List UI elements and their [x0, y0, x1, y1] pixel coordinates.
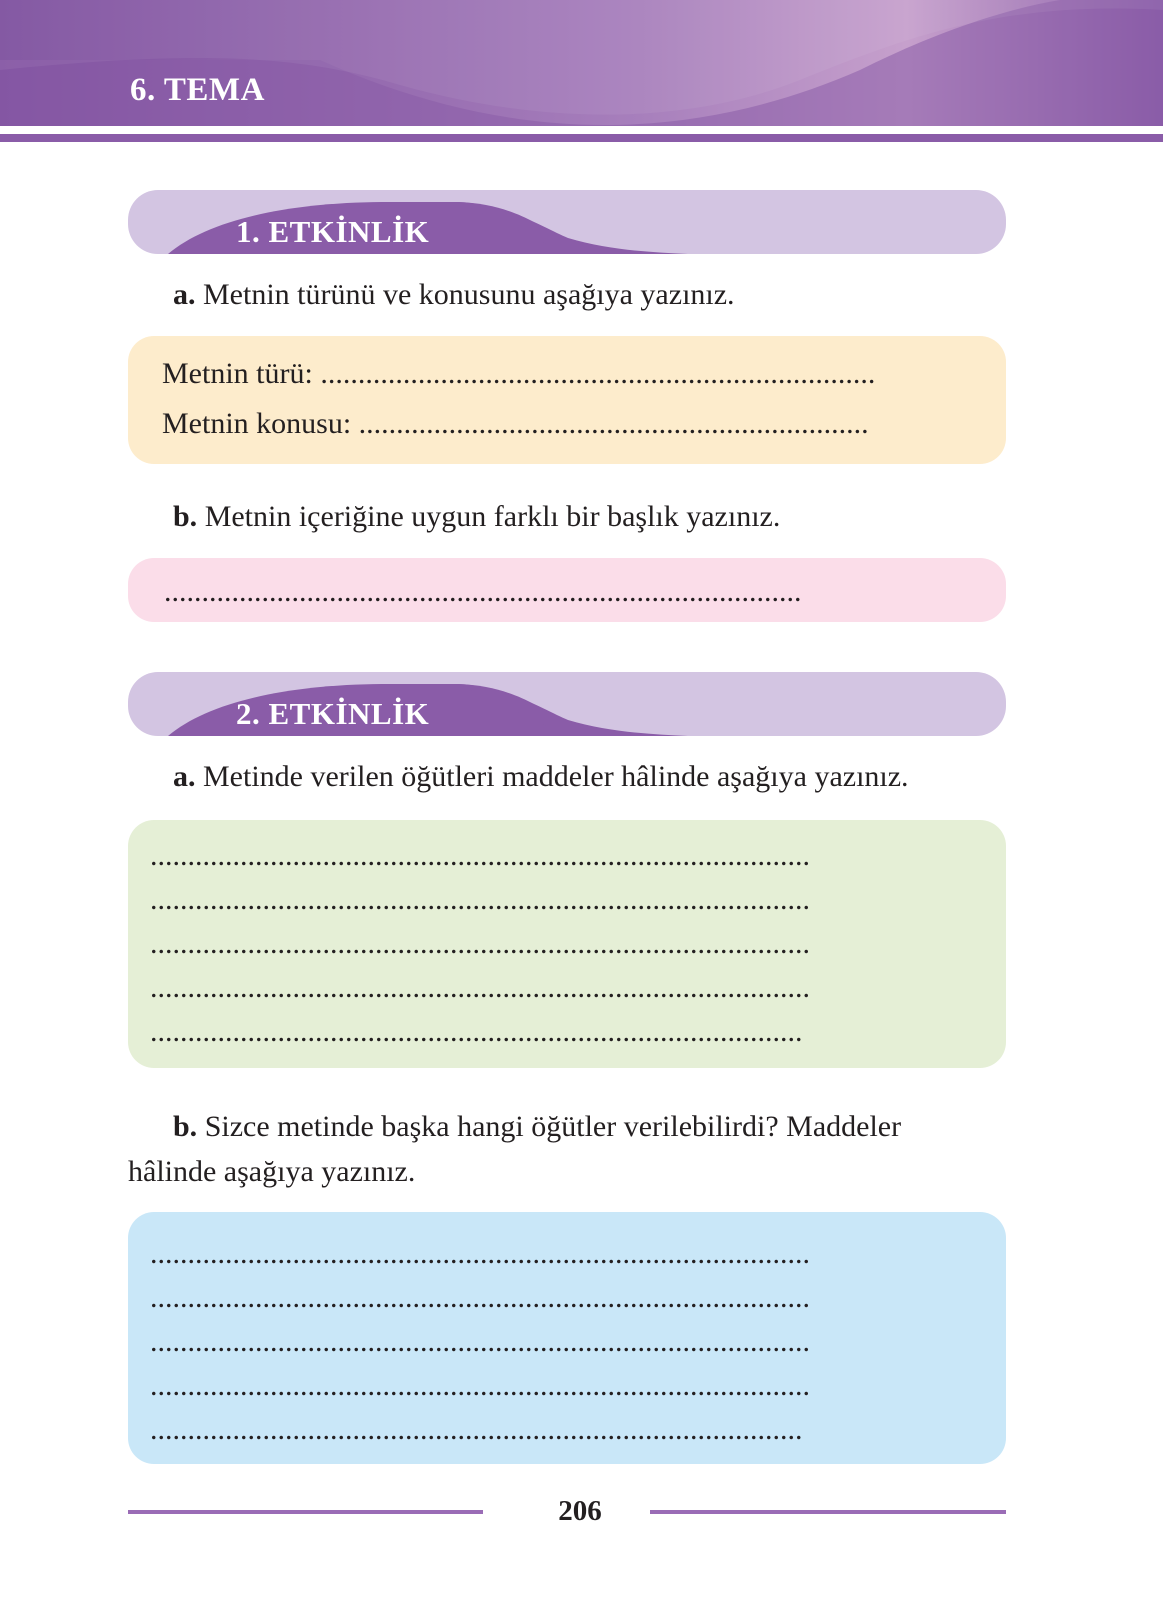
- question-a-text: Metinde verilen öğütleri maddeler hâlinde aşağıya yazınız.: [195, 760, 909, 793]
- answer-dots: ........................................................................................: [150, 971, 810, 1004]
- question-b-text-line1: Sizce metinde başka hangi öğütler verilebilirdi? Maddeler: [197, 1110, 902, 1143]
- answer-dots: ........................................................................................: [150, 927, 810, 960]
- footer-rule-right: [650, 1510, 1006, 1514]
- text-type-label: Metnin türü:: [162, 357, 321, 390]
- advice-answer-line[interactable]: [150, 926, 990, 962]
- question-a-label: a.: [173, 760, 196, 793]
- text-topic-line[interactable]: [162, 406, 988, 442]
- extra-advice-answer-line[interactable]: [150, 1324, 990, 1360]
- answer-dots: ........................................................................................: [150, 839, 810, 872]
- page-number: 206: [558, 1495, 602, 1527]
- activity-2-question-b: [173, 1104, 901, 1149]
- question-b-text-line2: hâlinde aşağıya yazınız.: [128, 1155, 416, 1188]
- question-b-text: Metnin içeriğine uygun farklı bir başlık yazınız.: [197, 500, 781, 533]
- answer-dots: ........................................................................................: [150, 1325, 810, 1358]
- advice-answer-line[interactable]: [150, 838, 990, 874]
- extra-advice-answer-line[interactable]: [150, 1412, 990, 1448]
- text-topic-dots: ....................................................................: [358, 407, 869, 440]
- advice-answer-line[interactable]: [150, 882, 990, 918]
- question-a-text: Metnin türünü ve konusunu aşağıya yazınız.: [195, 278, 735, 311]
- question-a-label: a.: [173, 278, 196, 311]
- activity-1-question-a: [173, 272, 735, 317]
- advice-answer-line[interactable]: [150, 1014, 990, 1050]
- text-topic-label: Metnin konusu:: [162, 407, 359, 440]
- answer-dots: .......................................................................................: [150, 1015, 803, 1048]
- extra-advice-answer-line[interactable]: [150, 1368, 990, 1404]
- theme-header-banner: [0, 0, 1163, 150]
- activity-1-header: [128, 190, 1006, 254]
- answer-dots: ........................................................................................: [150, 1281, 810, 1314]
- text-type-line[interactable]: [162, 356, 988, 392]
- extra-advice-answer-line[interactable]: [150, 1236, 990, 1272]
- answer-dots: ........................................................................................: [150, 1237, 810, 1270]
- activity-1-question-b: [173, 494, 780, 539]
- answer-dots: ........................................................................................: [150, 1369, 810, 1402]
- theme-title: 6. TEMA: [130, 72, 265, 108]
- answer-dots: ........................................................................................: [150, 883, 810, 916]
- question-b-label: b.: [173, 500, 198, 533]
- answer-dots: .......................................................................................: [150, 1413, 803, 1446]
- activity-2-question-b-continued: [128, 1149, 415, 1194]
- activity-1-title: 1. ETKİNLİK: [236, 214, 430, 249]
- new-title-dots: .....................................................................................: [164, 575, 802, 608]
- advice-answer-line[interactable]: [150, 970, 990, 1006]
- extra-advice-answer-line[interactable]: [150, 1280, 990, 1316]
- activity-2-title: 2. ETKİNLİK: [236, 696, 430, 731]
- question-b-label: b.: [173, 1110, 198, 1143]
- new-title-line[interactable]: [164, 574, 964, 610]
- footer-rule-left: [128, 1510, 483, 1514]
- activity-2-question-a: [173, 754, 909, 799]
- activity-2-header: [128, 672, 1006, 736]
- text-type-dots: ..........................................................................: [320, 357, 876, 390]
